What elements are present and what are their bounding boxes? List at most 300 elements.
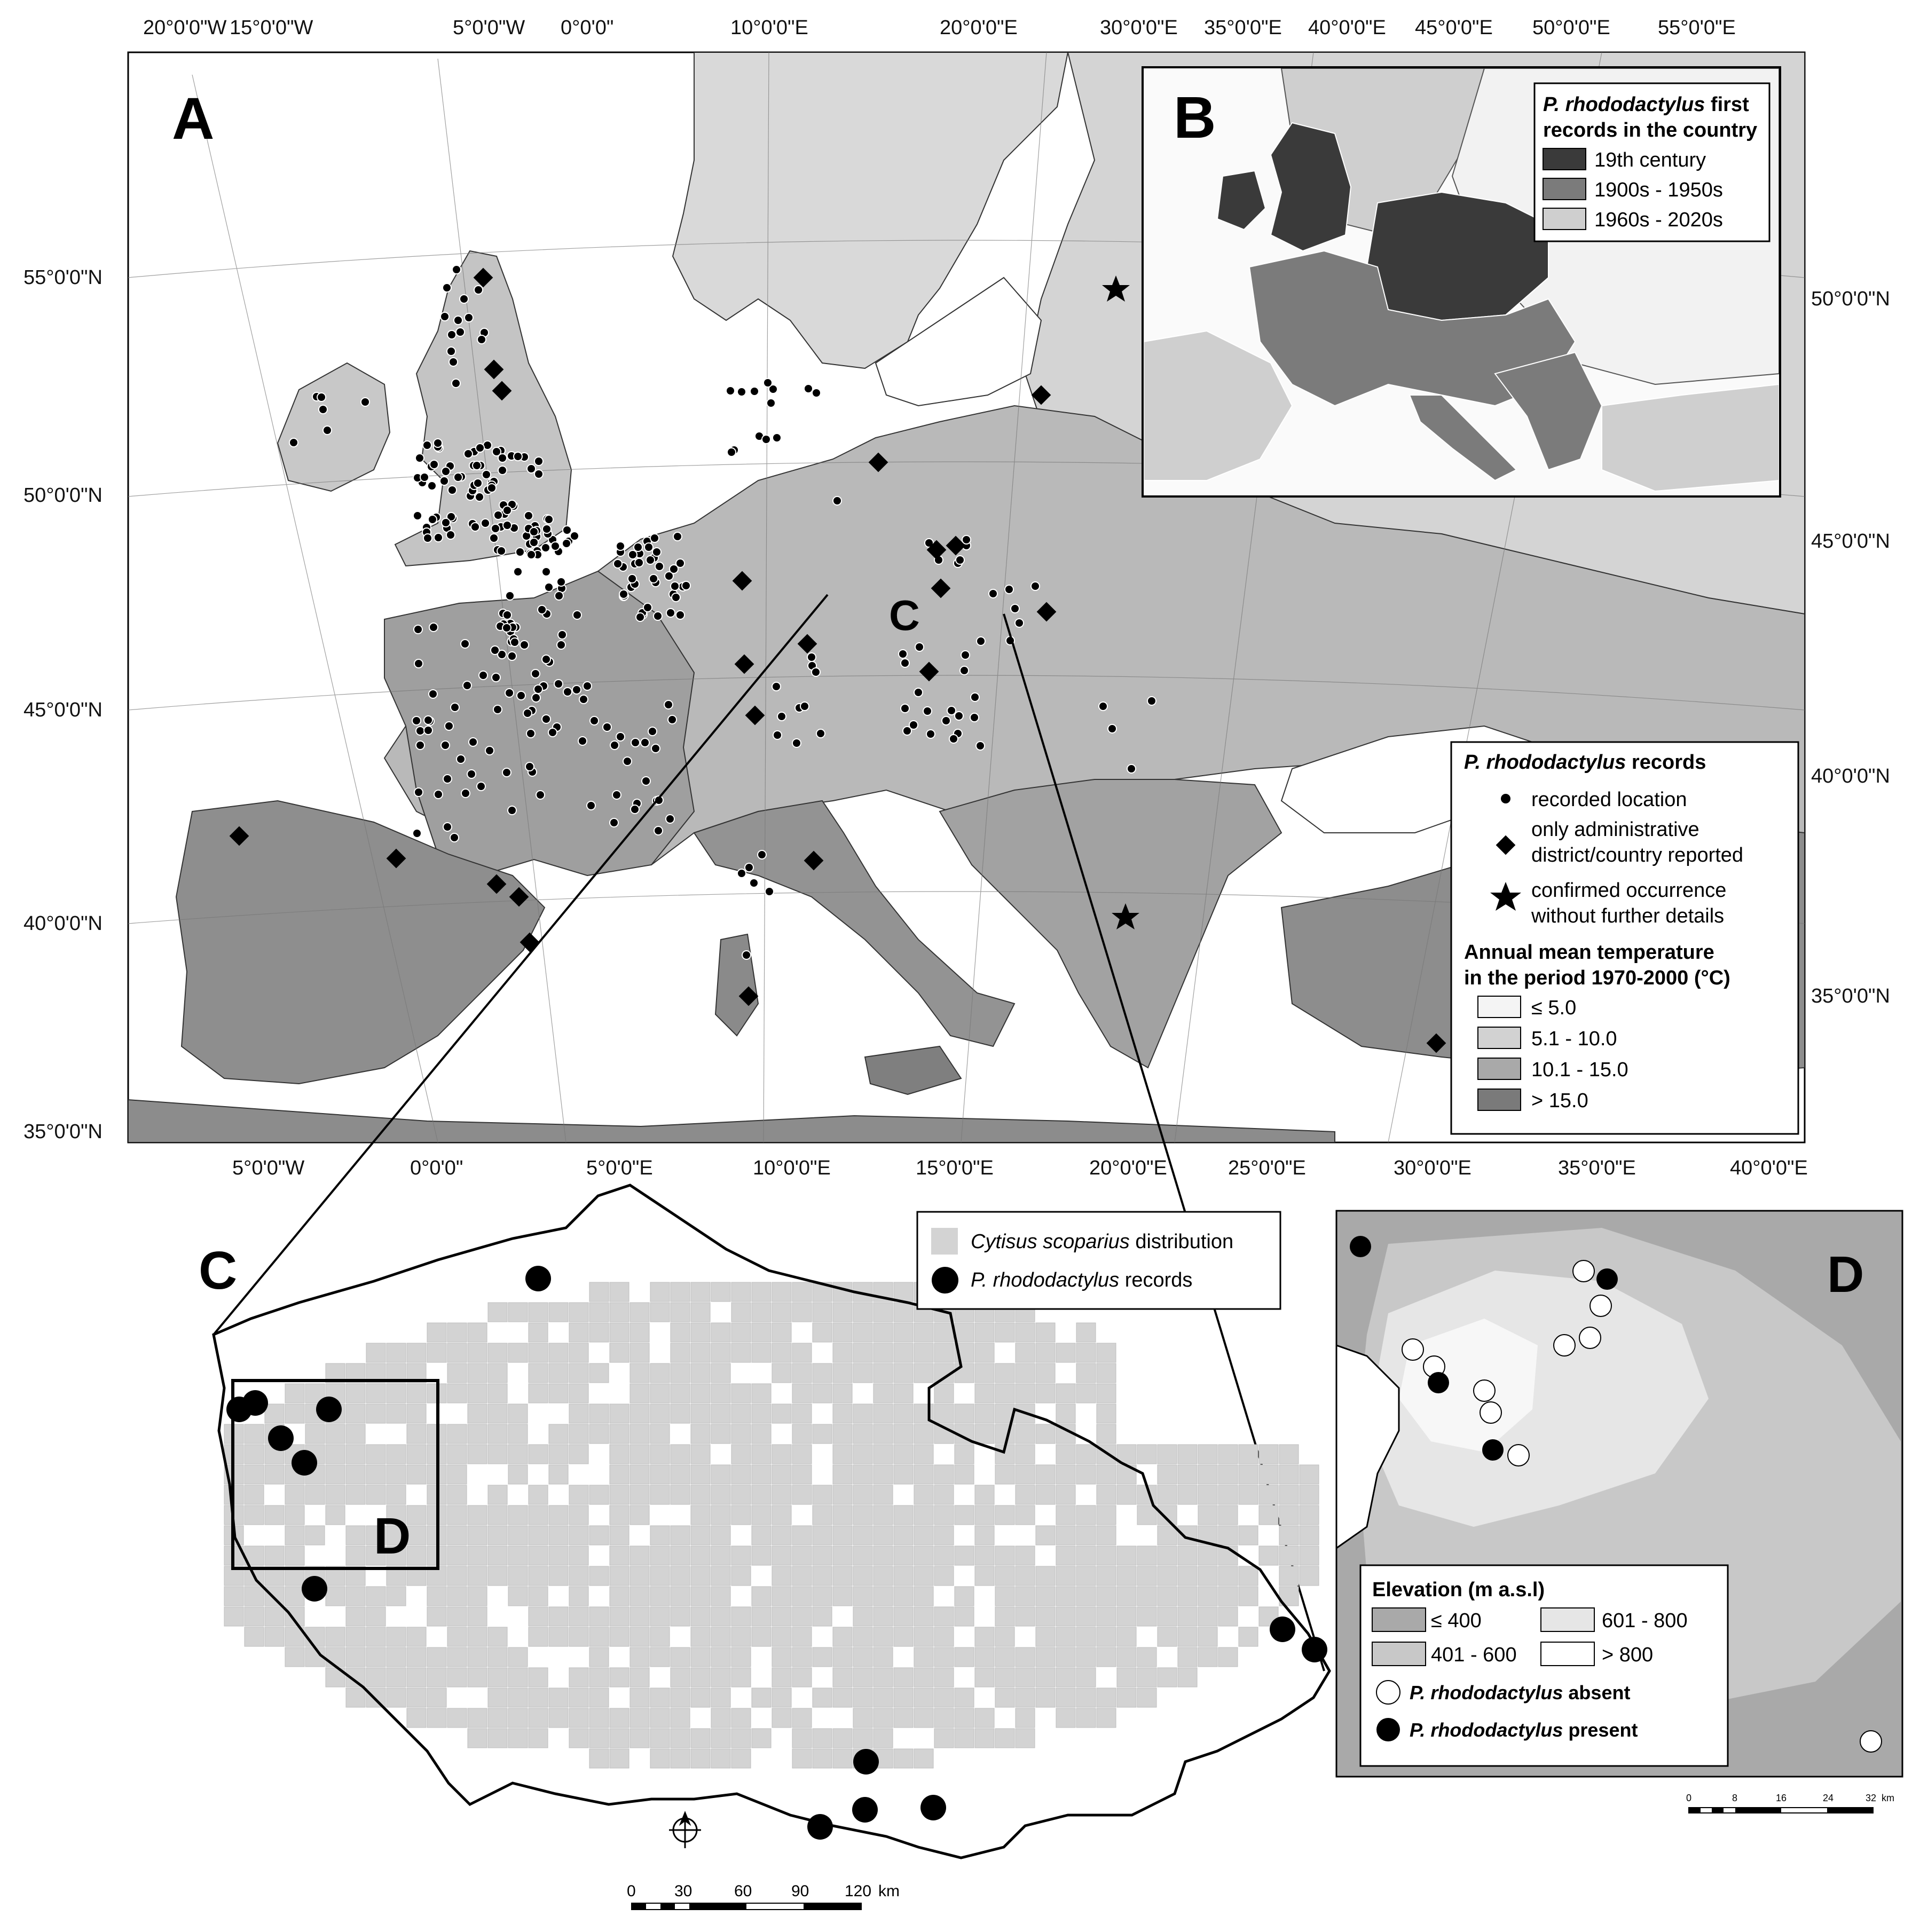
distribution-cell <box>894 1668 913 1687</box>
distribution-cell <box>853 1424 872 1444</box>
distribution-cell <box>1056 1546 1075 1565</box>
record-dot <box>616 732 625 741</box>
distribution-cell <box>995 1546 1014 1565</box>
record-dot <box>631 805 639 814</box>
distribution-cell <box>894 1404 913 1423</box>
distribution-cell <box>691 1485 710 1504</box>
record-dot <box>1099 702 1107 711</box>
distribution-cell <box>1016 1587 1035 1606</box>
distribution-cell <box>853 1323 872 1342</box>
distribution-cell <box>447 1708 467 1728</box>
distribution-cell <box>1016 1505 1035 1525</box>
record-dot <box>491 646 499 654</box>
distribution-cell <box>853 1546 872 1565</box>
distribution-cell <box>1198 1607 1217 1626</box>
distribution-cell <box>1198 1465 1217 1484</box>
legend-star-label: confirmed occurrence <box>1531 879 1727 902</box>
distribution-cell <box>630 1323 649 1342</box>
distribution-cell <box>792 1424 812 1444</box>
distribution-cell <box>894 1343 913 1362</box>
distribution-cell <box>589 1424 609 1444</box>
distribution-cell <box>488 1627 507 1646</box>
distribution-cell <box>731 1424 751 1444</box>
zoom-area-label: C <box>889 592 920 639</box>
record-dot <box>527 464 536 473</box>
record-dot <box>434 790 443 799</box>
distribution-cell <box>894 1526 913 1545</box>
distribution-cell <box>1178 1445 1197 1464</box>
distribution-cell <box>610 1607 629 1626</box>
distribution-cell <box>549 1526 568 1545</box>
distribution-cell <box>468 1587 487 1606</box>
distribution-cell <box>671 1708 690 1728</box>
distribution-cell <box>549 1445 568 1464</box>
record-dot <box>671 582 679 590</box>
distribution-cell <box>853 1485 872 1504</box>
distribution-cell <box>1016 1607 1035 1626</box>
distribution-cell <box>1218 1445 1238 1464</box>
distribution-cell <box>427 1708 446 1728</box>
distribution-cell <box>549 1363 568 1383</box>
distribution-cell <box>589 1566 609 1586</box>
distribution-cell <box>874 1404 893 1423</box>
distribution-cell <box>569 1708 588 1728</box>
record-dot <box>460 295 468 303</box>
distribution-cell <box>874 1647 893 1667</box>
distribution-cell <box>387 1445 406 1464</box>
record-dot <box>457 755 465 763</box>
first-records-legend-title: P. rhododactylus first <box>1543 93 1749 116</box>
distribution-cell <box>610 1546 629 1565</box>
distribution-cell <box>914 1485 933 1504</box>
distribution-cell <box>731 1505 751 1525</box>
distribution-cell <box>711 1688 730 1707</box>
distribution-cell <box>1056 1445 1075 1464</box>
distribution-cell <box>1016 1708 1035 1728</box>
record-dot <box>649 574 658 583</box>
distribution-cell <box>285 1384 304 1403</box>
distribution-cell <box>955 1363 974 1383</box>
distribution-cell <box>833 1587 852 1606</box>
distribution-cell <box>326 1424 345 1444</box>
distribution-cell <box>792 1668 812 1687</box>
lon-label: 20°0'0"E <box>940 17 1018 39</box>
record-dot <box>976 742 985 750</box>
distribution-cell <box>1056 1627 1075 1646</box>
distribution-cell <box>1218 1566 1238 1586</box>
distribution-cell <box>711 1647 730 1667</box>
distribution-cell <box>671 1485 690 1504</box>
distribution-cell <box>772 1465 791 1484</box>
distribution-cell <box>874 1505 893 1525</box>
record-dot <box>641 738 649 747</box>
record-dot <box>666 609 675 617</box>
distribution-cell <box>1178 1668 1197 1687</box>
distribution-cell <box>1016 1465 1035 1484</box>
distribution-cell <box>529 1445 548 1464</box>
distribution-cell <box>691 1546 710 1565</box>
distribution-cell <box>630 1505 649 1525</box>
czech-record-point <box>853 1749 879 1775</box>
record-dot <box>493 705 502 714</box>
legend-absent-symbol <box>1376 1681 1400 1704</box>
distribution-cell <box>1036 1587 1055 1606</box>
distribution-cell <box>874 1607 893 1626</box>
distribution-cell <box>1178 1647 1197 1667</box>
distribution-cell <box>1178 1546 1197 1565</box>
distribution-cell <box>772 1505 791 1525</box>
record-dot <box>497 547 506 555</box>
distribution-cell <box>1056 1384 1075 1403</box>
record-dot <box>424 716 432 724</box>
distribution-cell <box>691 1282 710 1302</box>
record-dot <box>415 454 424 462</box>
legend-record-symbol <box>932 1267 958 1294</box>
distribution-cell <box>934 1465 954 1484</box>
distribution-cell <box>1158 1566 1177 1586</box>
distribution-cell <box>833 1647 852 1667</box>
record-dot <box>767 399 775 407</box>
distribution-cell <box>894 1708 913 1728</box>
distribution-cell <box>813 1729 832 1748</box>
distribution-cell <box>1117 1566 1136 1586</box>
distribution-cell <box>1158 1627 1177 1646</box>
legend-absent-label: P. rhododactylus absent <box>1410 1682 1631 1704</box>
distribution-cell <box>671 1323 690 1342</box>
distribution-cell <box>1300 1566 1319 1586</box>
record-dot <box>961 651 970 659</box>
distribution-cell <box>975 1363 994 1383</box>
panel-a-letter: A <box>172 86 215 152</box>
distribution-cell <box>468 1323 487 1342</box>
distribution-cell <box>447 1465 467 1484</box>
distribution-cell <box>914 1546 933 1565</box>
top-longitude-labels <box>143 17 1736 39</box>
distribution-cell <box>934 1404 954 1423</box>
distribution-cell <box>1097 1587 1116 1606</box>
distribution-cell <box>549 1343 568 1362</box>
distribution-cell <box>508 1465 528 1484</box>
czech-record-point <box>807 1814 833 1840</box>
record-dot <box>676 559 684 567</box>
temperature-swatch <box>1478 1027 1521 1048</box>
distribution-cell <box>1198 1485 1217 1504</box>
distribution-cell <box>468 1424 487 1444</box>
distribution-cell <box>853 1526 872 1545</box>
distribution-cell <box>894 1384 913 1403</box>
distribution-cell <box>1016 1343 1035 1362</box>
czech-record-point <box>316 1397 342 1422</box>
distribution-cell <box>955 1607 974 1626</box>
distribution-cell <box>934 1668 954 1687</box>
distribution-cell <box>589 1749 609 1768</box>
distribution-cell <box>650 1445 670 1464</box>
distribution-cell <box>1137 1445 1156 1464</box>
distribution-cell <box>1056 1404 1075 1423</box>
distribution-cell <box>265 1465 284 1484</box>
record-dot <box>440 477 448 485</box>
distribution-cell <box>1137 1505 1156 1525</box>
czech-record-point <box>920 1795 946 1820</box>
distribution-cell <box>772 1485 791 1504</box>
distribution-cell <box>894 1424 913 1444</box>
record-dot <box>532 693 540 702</box>
distribution-cell <box>1279 1526 1299 1545</box>
distribution-cell <box>691 1627 710 1646</box>
distribution-cell <box>1097 1505 1116 1525</box>
distribution-cell <box>1239 1587 1258 1606</box>
distribution-cell <box>1137 1688 1156 1707</box>
record-dot <box>440 312 449 321</box>
record-dot <box>461 640 469 648</box>
record-dot <box>448 486 457 494</box>
record-dot <box>726 387 735 395</box>
distribution-cell <box>894 1323 913 1342</box>
first-records-class-label: 1900s - 1950s <box>1594 179 1723 201</box>
distribution-cell <box>488 1708 507 1728</box>
distribution-cell <box>265 1607 284 1626</box>
record-dot <box>319 405 327 414</box>
record-dot <box>479 671 487 680</box>
distribution-cell <box>1056 1587 1075 1606</box>
record-dot <box>955 712 963 720</box>
first-records-class-label: 1960s - 2020s <box>1594 209 1723 231</box>
distribution-cell <box>1097 1566 1116 1586</box>
record-dot <box>420 473 429 482</box>
distribution-cell <box>711 1363 730 1383</box>
distribution-cell <box>1097 1607 1116 1626</box>
record-dot <box>502 624 511 632</box>
record-dot <box>612 791 621 799</box>
distribution-cell <box>813 1323 832 1342</box>
distribution-cell <box>285 1485 304 1504</box>
distribution-cell <box>650 1384 670 1403</box>
record-dot <box>651 744 660 753</box>
record-dot <box>456 328 465 336</box>
distribution-cell <box>1239 1566 1258 1586</box>
distribution-cell <box>529 1505 548 1525</box>
distribution-cell <box>366 1384 385 1403</box>
distribution-cell <box>1076 1587 1096 1606</box>
record-dot <box>424 726 432 735</box>
distribution-cell <box>731 1627 751 1646</box>
record-dot <box>423 441 431 450</box>
distribution-cell <box>569 1303 588 1322</box>
distribution-cell <box>589 1363 609 1383</box>
record-dot <box>1108 724 1116 733</box>
distribution-cell <box>407 1688 426 1707</box>
distribution-cell <box>1016 1424 1035 1444</box>
distribution-cell <box>711 1505 730 1525</box>
lat-label: 35°0'0"N <box>1811 985 1890 1007</box>
distribution-cell <box>630 1343 649 1362</box>
distribution-cell <box>1117 1587 1136 1606</box>
distribution-cell <box>1198 1647 1217 1667</box>
distribution-cell <box>529 1363 548 1383</box>
distribution-cell <box>792 1404 812 1423</box>
panel-c-legend-box <box>917 1212 1280 1309</box>
distribution-cell <box>1218 1505 1238 1525</box>
record-dot <box>534 470 543 478</box>
distribution-cell <box>549 1708 568 1728</box>
distribution-cell <box>610 1404 629 1423</box>
distribution-cell <box>752 1465 771 1484</box>
distribution-cell <box>508 1647 528 1667</box>
distribution-cell <box>1158 1587 1177 1606</box>
record-dot <box>465 313 473 322</box>
distribution-cell <box>772 1607 791 1626</box>
distribution-cell <box>366 1607 385 1626</box>
distribution-cell <box>874 1668 893 1687</box>
distribution-cell <box>569 1566 588 1586</box>
record-dot <box>530 527 538 536</box>
lon-label: 35°0'0"E <box>1558 1157 1636 1179</box>
distribution-cell <box>874 1566 893 1586</box>
record-dot <box>482 470 491 479</box>
distribution-cell <box>630 1729 649 1748</box>
distribution-cell <box>387 1688 406 1707</box>
distribution-cell <box>914 1607 933 1626</box>
record-dot <box>503 521 512 530</box>
record-dot <box>526 729 535 738</box>
distribution-cell <box>671 1303 690 1322</box>
distribution-cell <box>508 1566 528 1586</box>
record-dot <box>447 347 455 356</box>
temperature-swatch <box>1478 1058 1521 1079</box>
lat-label: 35°0'0"N <box>23 1121 103 1143</box>
record-dot <box>361 398 369 406</box>
distribution-cell <box>610 1505 629 1525</box>
distribution-cell <box>691 1404 710 1423</box>
distribution-cell <box>772 1526 791 1545</box>
record-dot <box>578 737 587 745</box>
distribution-cell <box>874 1627 893 1646</box>
distribution-cell <box>995 1729 1014 1748</box>
first-records-legend <box>1535 83 1769 241</box>
distribution-cell <box>731 1404 751 1423</box>
distribution-cell <box>874 1485 893 1504</box>
distribution-cell <box>589 1607 609 1626</box>
record-dot <box>773 731 782 739</box>
distribution-cell <box>995 1363 1014 1383</box>
distribution-cell <box>711 1343 730 1362</box>
distribution-cell <box>853 1647 872 1667</box>
distribution-cell <box>955 1688 974 1707</box>
record-dot <box>527 550 536 559</box>
record-dot <box>548 728 557 737</box>
distribution-cell <box>914 1749 933 1768</box>
distribution-cell <box>488 1505 507 1525</box>
record-dot <box>610 741 619 750</box>
record-dot <box>413 511 422 520</box>
distribution-cell <box>630 1384 649 1403</box>
distribution-cell <box>569 1404 588 1423</box>
distribution-cell <box>853 1607 872 1626</box>
distribution-cell <box>1036 1566 1055 1586</box>
distribution-cell <box>346 1424 365 1444</box>
distribution-cell <box>833 1688 852 1707</box>
distribution-cell <box>731 1384 751 1403</box>
distribution-cell <box>630 1363 649 1383</box>
record-dot <box>536 791 545 799</box>
legend-present-symbol <box>1376 1718 1400 1741</box>
distribution-cell <box>1076 1708 1096 1728</box>
record-dot <box>485 746 494 755</box>
distribution-cell <box>671 1566 690 1586</box>
distribution-cell <box>914 1445 933 1464</box>
distribution-cell <box>447 1526 467 1545</box>
distribution-cell <box>265 1404 284 1423</box>
temperature-legend-title: in the period 1970-2000 (°C) <box>1464 967 1730 989</box>
distribution-cell <box>752 1303 771 1322</box>
record-dot <box>901 704 909 713</box>
record-dot <box>506 592 514 600</box>
distribution-cell <box>630 1688 649 1707</box>
legend-diamond-label: only administrative <box>1531 818 1699 841</box>
distribution-cell <box>914 1343 933 1362</box>
distribution-cell <box>874 1729 893 1748</box>
record-dot <box>430 460 438 469</box>
distribution-cell <box>1137 1566 1156 1586</box>
distribution-cell <box>752 1546 771 1565</box>
distribution-cell <box>407 1708 426 1728</box>
distribution-cell <box>731 1323 751 1342</box>
distribution-cell <box>914 1363 933 1383</box>
elevation-swatch <box>1372 1608 1426 1631</box>
record-dot <box>471 523 479 531</box>
scale-tick-label: 90 <box>791 1882 809 1900</box>
distribution-cell <box>468 1363 487 1383</box>
distribution-cell <box>630 1627 649 1646</box>
distribution-cell <box>975 1404 994 1423</box>
distribution-cell <box>772 1688 791 1707</box>
scale-unit-label: km <box>878 1882 900 1900</box>
distribution-cell <box>853 1566 872 1586</box>
distribution-cell <box>569 1729 588 1748</box>
record-dot <box>1147 697 1156 705</box>
distribution-cell <box>752 1424 771 1444</box>
distribution-cell <box>1097 1708 1116 1728</box>
distribution-cell <box>975 1505 994 1525</box>
record-dot <box>947 706 956 715</box>
distribution-cell <box>285 1505 304 1525</box>
lon-label: 10°0'0"E <box>730 17 808 39</box>
distribution-cell <box>731 1566 751 1586</box>
distribution-cell <box>1137 1587 1156 1606</box>
distribution-cell <box>934 1526 954 1545</box>
distribution-cell <box>813 1688 832 1707</box>
distribution-cell <box>975 1343 994 1362</box>
distribution-cell <box>914 1566 933 1586</box>
absent-point <box>1860 1731 1882 1752</box>
distribution-cell <box>1218 1465 1238 1484</box>
absent-point <box>1480 1402 1501 1423</box>
distribution-cell <box>610 1729 629 1748</box>
distribution-cell <box>1158 1465 1177 1484</box>
distribution-cell <box>1076 1445 1096 1464</box>
distribution-cell <box>630 1404 649 1423</box>
record-dot <box>619 590 628 598</box>
distribution-cell <box>508 1424 528 1444</box>
distribution-cell <box>1239 1465 1258 1484</box>
distribution-cell <box>934 1729 954 1748</box>
distribution-cell <box>508 1688 528 1707</box>
distribution-cell <box>1097 1485 1116 1504</box>
record-dot <box>960 666 969 675</box>
distribution-cell <box>1016 1688 1035 1707</box>
record-dot <box>1127 764 1136 773</box>
record-dot <box>442 518 450 527</box>
